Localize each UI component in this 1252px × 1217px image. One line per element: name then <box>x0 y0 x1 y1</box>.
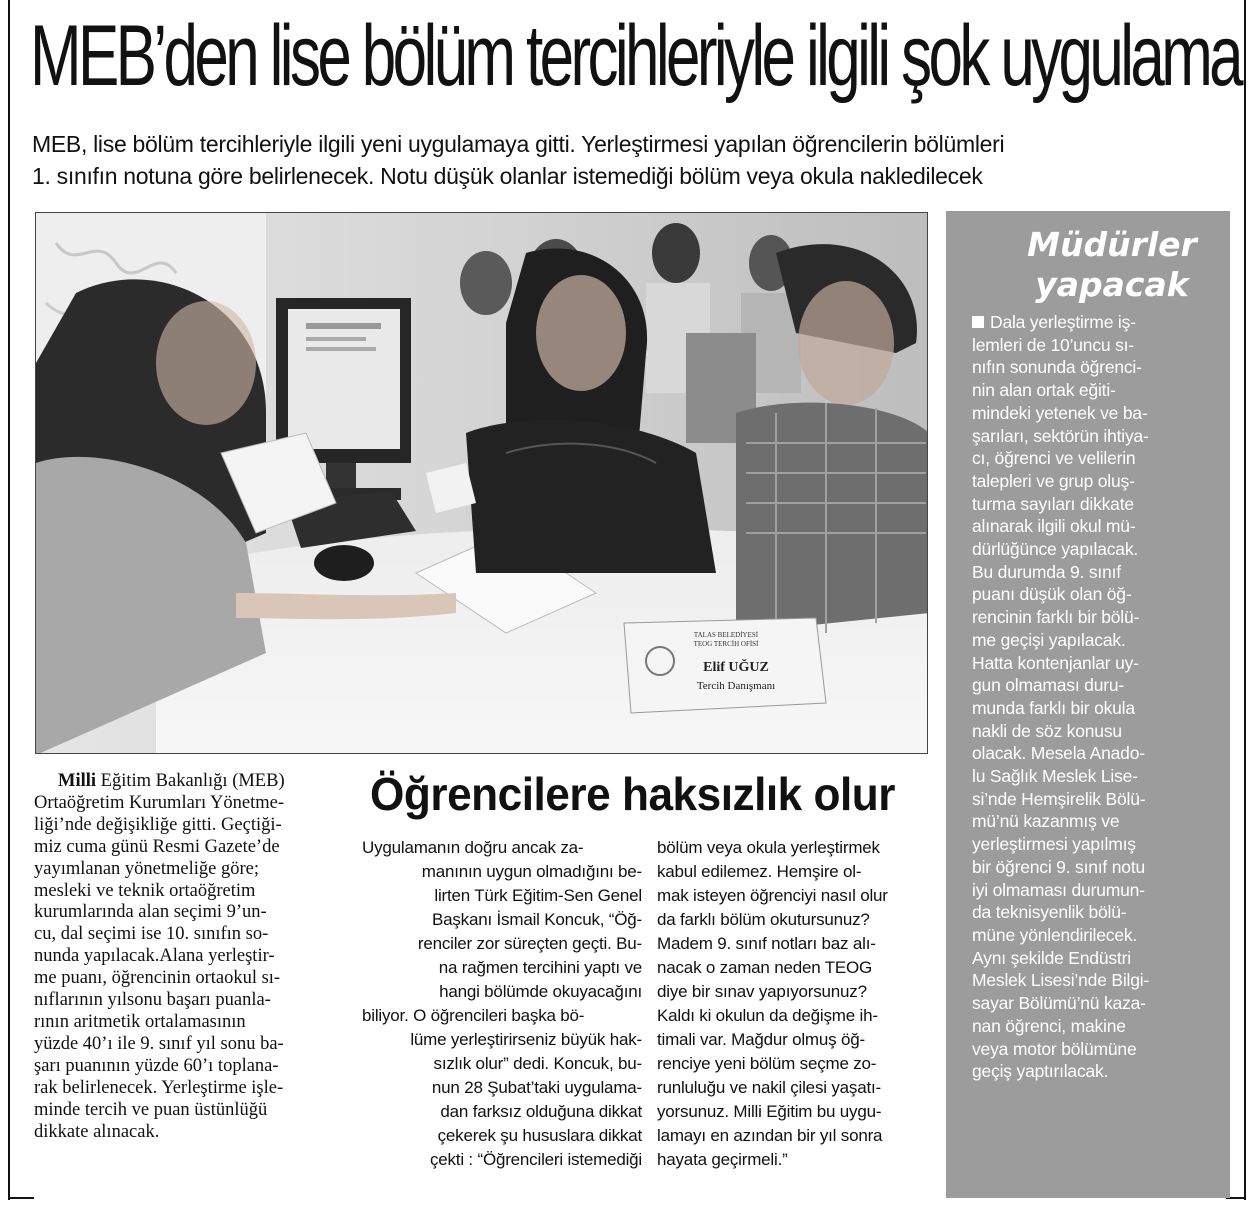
sidebar-line: rencinin farklı bir bölü- <box>972 607 1140 628</box>
col1-line: yüzde 40’ı ile 9. sınıf yıl sonu ba- <box>34 1033 284 1054</box>
sidebar-line: si’nde Hemşirelik Bölü- <box>972 788 1146 809</box>
sidebar-line: müne yönlendirilecek. <box>972 924 1138 945</box>
col2-line: lüme yerleştirirseniz büyük hak- <box>410 1030 642 1049</box>
sidebar-line: munda farklı bir okula <box>972 697 1135 718</box>
col3-line: hayata geçirmeli.” <box>657 1150 788 1169</box>
square-bullet-icon <box>972 316 984 328</box>
col2-line: çekti : “Öğrencileri istemediği <box>429 1150 642 1169</box>
col3-line: mak isteyen öğrenciyi nasıl olur <box>657 886 888 905</box>
deck-line: MEB, lise bölüm tercihleriyle ilgili yeni uygulamaya gitti. Yerleştirmesi yapılan öğrencilerin bölümleri <box>32 131 1005 157</box>
sidebar-line: Aynı şekilde Endüstri <box>972 947 1131 968</box>
article-column-2 <box>362 836 642 1172</box>
deck-line: 1. sınıfın notuna göre belirlenecek. Notu düşük olanlar istemediği bölüm veya okula nakledilecek <box>32 163 983 189</box>
col1-line: rak belirlenecek. Yerleştirme işle- <box>34 1077 284 1098</box>
col3-line: Kaldı ki okulun da değişme ih- <box>657 1006 878 1025</box>
col1-line: minde tercih ve puan üstünlüğü <box>34 1099 268 1120</box>
col1-line: yayımlanan yönetmeliğe göre; <box>34 858 260 879</box>
sidebar-line: cı, öğrenci ve velilerin <box>972 448 1136 469</box>
sidebar-line: me geçişi yapılacak. <box>972 629 1126 650</box>
sidebar-line: bir öğrenci 9. sınıf notu <box>972 856 1146 877</box>
col3-line: Madem 9. sınıf notları baz alı- <box>657 934 876 953</box>
sidebar-line: şarıları, sektörün ihtiya- <box>972 425 1149 446</box>
sidebar-line: nan öğrenci, makine <box>972 1015 1126 1036</box>
sidebar-line: talepleri ve grup oluş- <box>972 470 1135 491</box>
article-column-3 <box>657 836 937 1172</box>
sidebar-line: sayar Bölümü’nü kaza- <box>972 993 1146 1014</box>
col1-line: şarı puanının yüzde 60’ı toplana- <box>34 1055 279 1076</box>
col2-line: nun 28 Şubat’taki uygulama- <box>431 1078 642 1097</box>
sidebar-line: puanı düşük olan öğ- <box>972 584 1132 605</box>
col2-line: dan farksız olduğuna dikkat <box>440 1102 642 1121</box>
sidebar-line: gun olmaması duru- <box>972 675 1125 696</box>
col3-line: lamayı en azından bir yıl sonra <box>657 1126 883 1145</box>
col3-line: bölüm veya okula yerleştirmek <box>657 838 880 857</box>
subheadline <box>370 764 930 824</box>
col3-line: runluluğu ve nakil çilesi yaşatı- <box>657 1078 881 1097</box>
col3-line: diye bir sınav yapıyorsunuz? <box>657 982 867 1001</box>
sidebar-line: da teknisyenlik bölü- <box>972 902 1127 923</box>
col1-line: liği’nde değişikliğe gitti. Geçtiği- <box>34 814 282 835</box>
left-rule <box>8 0 10 1200</box>
sidebar-line-text: Dala yerleştirme iş- <box>990 312 1136 332</box>
col3-line: da farklı bölüm okutursunuz? <box>657 910 870 929</box>
col1-line: mesleki ve teknik ortaöğretim <box>34 880 256 901</box>
sidebar-title-line: yapacak <box>1035 265 1189 304</box>
sidebar-title-line: Müdürler <box>1027 225 1197 264</box>
deck <box>32 128 1232 192</box>
sidebar-line: mü’nü kazanmış ve <box>972 811 1120 832</box>
col3-line: yorsunuz. Milli Eğitim bu uygu- <box>657 1102 882 1121</box>
sidebar-line: geçiş yaptırılacak. <box>972 1061 1109 1082</box>
col3-line: timali var. Mağdur olmuş öğ- <box>657 1030 865 1049</box>
sidebar-line: yerleştirmesi yapılmış <box>972 834 1136 855</box>
col3-line: kabul edilemez. Hemşire ol- <box>657 862 862 881</box>
col1-line: rının aritmetik ortalamasının <box>34 1011 246 1032</box>
col2-line: Uygulamanın doğru ancak za- <box>362 838 584 857</box>
sidebar-line: nakli de söz konusu <box>972 720 1122 741</box>
col3-line: nacak o zaman neden TEOG <box>657 958 873 977</box>
sidebar-line: alınarak ilgili okul mü- <box>972 516 1136 537</box>
col2-line: manının uygun olmadığını be- <box>421 862 642 881</box>
subheadline-text: Öğrencilere haksızlık olur <box>370 768 896 820</box>
article-column-1 <box>34 771 334 1143</box>
news-photo <box>35 212 928 754</box>
col1-line: Ortaöğretim Kurumları Yönetme- <box>34 792 285 813</box>
nameplate-role: Tercih Danışmanı <box>696 680 776 692</box>
col1-line: dikkate alınacak. <box>34 1121 160 1142</box>
sidebar-line: Hatta kontenjanlar uy- <box>972 652 1139 673</box>
sidebar-line: mindeki yetenek ve ba- <box>972 402 1148 423</box>
sidebar-line: lu Sağlık Meslek Lise- <box>972 766 1138 787</box>
sidebar-line: turma sayıları dikkate <box>972 493 1134 514</box>
sidebar-box <box>946 211 1230 1198</box>
right-rule <box>1244 0 1246 1200</box>
bottom-rule-left <box>8 1197 34 1199</box>
sidebar-line: Bu durumda 9. sınıf <box>972 561 1121 582</box>
headline: MEB’den lise bölüm tercihleriyle ilgili şok uygulama <box>30 8 1241 104</box>
sidebar-line: nin alan ortak eğiti- <box>972 380 1116 401</box>
col2-line: çekerek şu hususlara dikkat <box>437 1126 642 1145</box>
sidebar-line: lemleri de 10’uncu sı- <box>972 334 1134 355</box>
col1-first-rest: Eğitim Bakanlığı (MEB) <box>96 771 285 791</box>
sidebar-title <box>1012 225 1212 305</box>
nameplate-line2: TEOG TERCİH OFİSİ <box>693 640 759 648</box>
col1-line: cu, dal seçimi ise 10. sınıfın so- <box>34 924 269 945</box>
col2-line: Başkanı İsmail Koncuk, “Öğ- <box>431 910 642 929</box>
col1-line: nıflarının yılsonu başarı puanla- <box>34 990 271 1011</box>
col2-line: sızlık olur” dedi. Koncuk, bu- <box>433 1054 642 1073</box>
col2-line: hangi bölümde okuyacağını <box>439 982 642 1001</box>
sidebar-line: dürlüğünce yapılacak. <box>972 539 1139 560</box>
col2-line: lirten Türk Eğitim-Sen Genel <box>434 886 642 905</box>
col2-line: na rağmen tercihini yaptı ve <box>438 958 642 977</box>
col2-line: renciler zor süreçten geçti. Bu- <box>417 934 642 953</box>
sidebar-line: iyi olmaması durumun- <box>972 879 1145 900</box>
photo-illustration <box>36 213 928 754</box>
col3-line: renciye yeni bölüm seçme zo- <box>657 1054 877 1073</box>
col1-first-line <box>34 771 334 793</box>
col1-line: kurumlarında alan seçimi 9’un- <box>34 902 267 923</box>
sidebar-line: veya motor bölümüne <box>972 1038 1137 1059</box>
sidebar-body <box>972 311 1216 1083</box>
sidebar-line: olacak. Mesela Anado- <box>972 743 1145 764</box>
col2-line: biliyor. O öğrencileri başka bö- <box>362 1006 585 1025</box>
sidebar-line-first <box>972 311 1216 334</box>
col1-line: me puanı, öğrencinin ortaokul sı- <box>34 968 281 989</box>
col1-line: miz cuma günü Resmi Gazete’de <box>34 836 280 857</box>
nameplate-line1: TALAS BELEDİYESİ <box>693 631 759 639</box>
lead-word: Milli <box>58 771 97 791</box>
sidebar-line: Meslek Lisesi’nde Bilgi- <box>972 970 1150 991</box>
nameplate-name: Elif UĞUZ <box>703 660 769 675</box>
col1-line: nunda yapılacak.Alana yerleştir- <box>34 946 275 967</box>
sidebar-line: nıfın sonunda öğrenci- <box>972 357 1142 378</box>
